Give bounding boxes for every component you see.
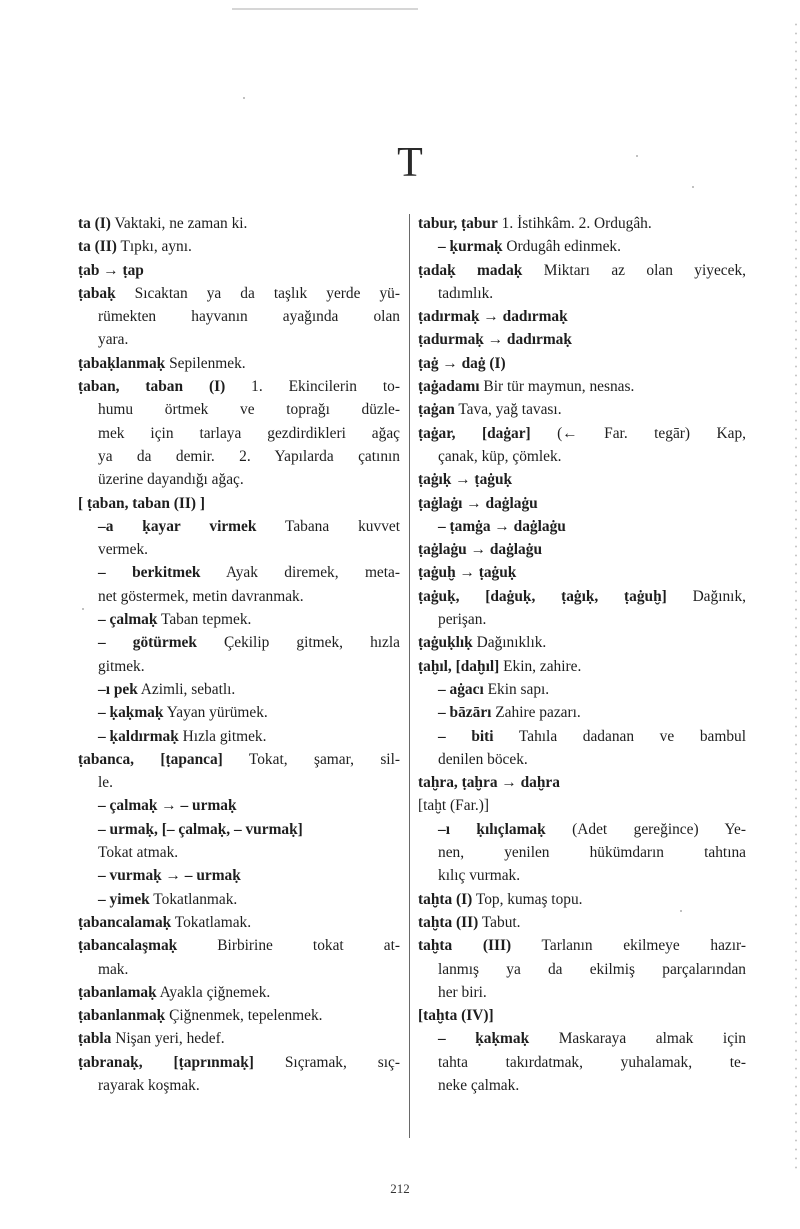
definition-text: le. bbox=[98, 774, 113, 792]
entry-line bbox=[78, 725, 400, 748]
entry-line bbox=[418, 422, 746, 445]
entry-line bbox=[418, 375, 746, 398]
headword: ṭaban, taban (I) bbox=[78, 378, 226, 396]
headword: – çalmaḳ → – urmaḳ bbox=[98, 797, 237, 815]
scan-speck bbox=[692, 186, 694, 188]
definition-text: her biri. bbox=[438, 983, 487, 1001]
definition-text: Sıcaktan ya da taşlık yerde yü- bbox=[115, 284, 400, 302]
headword: – aġacı bbox=[438, 680, 484, 698]
headword: – ḳaḳmaḳ bbox=[438, 1030, 530, 1048]
definition-text: neke çalmak. bbox=[438, 1076, 520, 1094]
definition-text: kılıç vurmak. bbox=[438, 867, 521, 885]
entry-line bbox=[78, 468, 400, 491]
entry-line bbox=[78, 398, 400, 421]
definition-text: gitmek. bbox=[98, 657, 145, 675]
headword: ṭaġlaġı → daġlaġu bbox=[418, 494, 538, 512]
entry-line bbox=[78, 794, 400, 817]
definition-text: Tokatlanmak. bbox=[149, 890, 238, 908]
scan-edge-dots bbox=[795, 20, 797, 1170]
entry-line bbox=[78, 235, 400, 258]
entry-line bbox=[78, 305, 400, 328]
definition-text: (Adet gereğince) Ye- bbox=[545, 820, 746, 838]
headword: taḫra, ṭaḫra → daḫra bbox=[418, 774, 560, 792]
entry-line bbox=[78, 282, 400, 305]
definition-text: denilen böcek. bbox=[438, 750, 528, 768]
definition-text: Dağınıklık. bbox=[472, 634, 547, 652]
definition-text: Tabut. bbox=[478, 913, 521, 931]
headword: ṭaġadamı bbox=[418, 378, 480, 396]
definition-text: vermek. bbox=[98, 541, 148, 559]
entry-line bbox=[418, 468, 746, 491]
definition-text: çanak, küp, çömlek. bbox=[438, 447, 562, 465]
headword: – götürmek bbox=[98, 634, 197, 652]
headword: ṭaġıḳ → ṭaġuḳ bbox=[418, 471, 513, 489]
headword: ṭaġan bbox=[418, 401, 455, 419]
definition-text: Azimli, sebatlı. bbox=[137, 680, 236, 698]
definition-text: Miktarı az olan yiyecek, bbox=[522, 261, 746, 279]
entry-line bbox=[418, 235, 746, 258]
definition-text: Ekin, zahire. bbox=[499, 657, 582, 675]
definition-text: Top, kumaş topu. bbox=[472, 890, 583, 908]
headword: [taḫta (IV)] bbox=[418, 1007, 494, 1025]
headword: taḫta (III) bbox=[418, 937, 512, 955]
entry-line bbox=[418, 725, 746, 748]
headword: – berkitmek bbox=[98, 564, 201, 582]
column-divider bbox=[409, 214, 410, 1138]
headword: ṭadırmaḳ → dadırmaḳ bbox=[418, 308, 568, 326]
headword: [ ṭaban, taban (II) ] bbox=[78, 494, 205, 512]
headword: ṭabaḳlanmaḳ bbox=[78, 354, 166, 372]
definition-text: Sıçramak, sıç- bbox=[253, 1053, 400, 1071]
headword: – ḳaḳmaḳ bbox=[98, 704, 164, 722]
definition-text: rümekten hayvanın ayağında olan bbox=[98, 308, 400, 326]
headword: ṭaġuḳ, [daġuḳ, ṭaġıḳ, ṭaġuḫ] bbox=[418, 587, 667, 605]
definition-text: Dağınık, bbox=[666, 587, 746, 605]
entry-line bbox=[418, 864, 746, 887]
entry-line bbox=[78, 981, 400, 1004]
headword: – ṭamġa → daġlaġu bbox=[438, 517, 566, 535]
headword: ṭadurmaḳ → dadırmaḳ bbox=[418, 331, 572, 349]
entry-line bbox=[78, 655, 400, 678]
headword: tabur, ṭabur bbox=[418, 215, 498, 232]
scan-speck bbox=[243, 97, 245, 99]
headword: taḫta (I) bbox=[418, 890, 473, 908]
definition-text: 1. Ekincilerin to- bbox=[225, 378, 400, 396]
definition-text: Ordugâh edinmek. bbox=[502, 238, 621, 256]
definition-text: (← Far. tegār) Kap, bbox=[530, 424, 746, 442]
headword: taḫta (II) bbox=[418, 913, 479, 931]
headword: – bāzārı bbox=[438, 704, 492, 722]
definition-text: üzerine dayandığı ağaç. bbox=[98, 471, 244, 489]
headword: – ḳaldırmaḳ bbox=[98, 727, 179, 745]
scan-artifact-line bbox=[232, 8, 418, 10]
headword: – çalmaḳ bbox=[98, 611, 158, 629]
headword: – biti bbox=[438, 727, 494, 745]
left-column bbox=[78, 212, 400, 1097]
headword: ta (II) bbox=[78, 238, 117, 256]
definition-text: yara. bbox=[98, 331, 129, 349]
entry-line bbox=[78, 841, 400, 864]
entry-line bbox=[78, 678, 400, 701]
entry-line bbox=[418, 515, 746, 538]
headword: ta (I) bbox=[78, 215, 111, 232]
definition-text: Maskaraya almak için bbox=[529, 1030, 746, 1048]
entry-line bbox=[418, 328, 746, 351]
definition-text: net göstermek, metin davranmak. bbox=[98, 587, 304, 605]
entry-line bbox=[418, 655, 746, 678]
definition-text: lanmış ya da ekilmiş parçalarından bbox=[438, 960, 746, 978]
entry-line bbox=[418, 818, 746, 841]
definition-text: Tokatlamak. bbox=[171, 913, 252, 931]
definition-text: Tahıla dadanan ve bambul bbox=[493, 727, 746, 745]
definition-text: Nişan yeri, hedef. bbox=[111, 1030, 225, 1048]
entry-line bbox=[418, 958, 746, 981]
entry-line bbox=[78, 422, 400, 445]
entry-line bbox=[78, 771, 400, 794]
entry-line bbox=[418, 1004, 746, 1027]
headword: ṭabranaḳ, [ṭaprınmaḳ] bbox=[78, 1053, 254, 1071]
definition-text: Tarlanın ekilmeye hazır- bbox=[511, 937, 746, 955]
definition-text: nen, yenilen hükümdarın tahtına bbox=[438, 844, 746, 862]
definition-text: Vaktaki, ne zaman ki. bbox=[110, 215, 248, 232]
headword: ṭaġuḳlıḳ bbox=[418, 634, 473, 652]
entry-line bbox=[78, 864, 400, 887]
page-number: 212 bbox=[390, 1181, 410, 1196]
headword: –a ḳayar virmek bbox=[98, 517, 257, 535]
headword: ṭabancalamaḳ bbox=[78, 913, 172, 931]
entry-line bbox=[78, 1027, 400, 1050]
entry-line bbox=[418, 678, 746, 701]
definition-text: Çiğnenmek, tepelenmek. bbox=[165, 1007, 323, 1025]
entry-line bbox=[418, 1074, 746, 1097]
right-column bbox=[418, 212, 746, 1097]
entry-line bbox=[78, 492, 400, 515]
entry-line bbox=[78, 328, 400, 351]
section-letter-heading: T bbox=[397, 140, 423, 186]
scan-speck bbox=[636, 155, 638, 157]
headword: ṭabanlamaḳ bbox=[78, 983, 157, 1001]
entry-line bbox=[78, 538, 400, 561]
definition-text: Taban tepmek. bbox=[157, 611, 252, 629]
entry-line bbox=[78, 585, 400, 608]
definition-text: Tıpkı, aynı. bbox=[116, 238, 192, 256]
headword: ṭaġ → daġ (I) bbox=[418, 354, 506, 372]
headword: ṭaġuḫ → ṭaġuḳ bbox=[418, 564, 517, 582]
entry-line bbox=[418, 282, 746, 305]
entry-line bbox=[418, 492, 746, 515]
headword: ṭaġar, [daġar] bbox=[418, 424, 531, 442]
entry-line bbox=[78, 1004, 400, 1027]
headword: –ı pek bbox=[98, 680, 138, 698]
entry-line bbox=[78, 911, 400, 934]
headword: ṭabanlanmaḳ bbox=[78, 1007, 166, 1025]
entry-line bbox=[78, 958, 400, 981]
entry-line bbox=[418, 771, 746, 794]
entry-line bbox=[418, 1027, 746, 1050]
entry-line bbox=[78, 352, 400, 375]
definition-text: Ayak diremek, meta- bbox=[200, 564, 400, 582]
entry-line bbox=[418, 259, 746, 282]
definition-text: Tava, yağ tavası. bbox=[454, 401, 562, 419]
entry-line bbox=[418, 888, 746, 911]
definition-text: Birbirine tokat at- bbox=[177, 937, 400, 955]
entry-line bbox=[78, 818, 400, 841]
entry-line bbox=[78, 1051, 400, 1074]
entry-line bbox=[418, 1051, 746, 1074]
entry-line bbox=[78, 888, 400, 911]
headword: ṭaġlaġu → daġlaġu bbox=[418, 541, 543, 559]
definition-text: 1. İstihkâm. 2. Ordugâh. bbox=[497, 215, 652, 232]
headword: ṭabancalaşmaḳ bbox=[78, 937, 178, 955]
entry-line bbox=[78, 445, 400, 468]
definition-text: tahta takırdatmak, yuhalamak, te- bbox=[438, 1053, 746, 1071]
headword: –ı ḳılıçlamaḳ bbox=[438, 820, 546, 838]
entry-line bbox=[78, 212, 400, 235]
entry-line bbox=[78, 561, 400, 584]
entry-line bbox=[78, 1074, 400, 1097]
definition-text: ya da demir. 2. Yapılarda çatının bbox=[98, 447, 400, 465]
entry-line bbox=[418, 794, 746, 817]
entry-line bbox=[418, 561, 746, 584]
definition-text: humu örtmek ve toprağı düzle- bbox=[98, 401, 400, 419]
entry-line bbox=[78, 701, 400, 724]
definition-text: Yayan yürümek. bbox=[163, 704, 268, 722]
headword: ṭabla bbox=[78, 1030, 112, 1048]
entry-line bbox=[78, 375, 400, 398]
definition-text: Tokat, şamar, sil- bbox=[222, 750, 400, 768]
entry-line bbox=[418, 212, 746, 235]
headword: – urmaḳ, [– çalmaḳ, – vurmaḳ] bbox=[98, 820, 303, 838]
definition-text: Ayakla çiğnemek. bbox=[156, 983, 271, 1001]
definition-text: Tabana kuvvet bbox=[256, 517, 400, 535]
entry-line bbox=[78, 748, 400, 771]
headword: ṭabanca, [ṭapanca] bbox=[78, 750, 223, 768]
entry-line bbox=[418, 934, 746, 957]
entry-line bbox=[418, 841, 746, 864]
definition-text: rayarak koşmak. bbox=[98, 1076, 200, 1094]
headword: ṭaḫıl, [daḫıl] bbox=[418, 657, 500, 675]
definition-text: Sepilenmek. bbox=[165, 354, 246, 372]
entry-line bbox=[418, 352, 746, 375]
entry-line bbox=[418, 981, 746, 1004]
definition-text: mek için tarlaya gezdirdikleri ağaç bbox=[98, 424, 400, 442]
definition-text: Çekilip gitmek, hızla bbox=[196, 634, 400, 652]
headword: – yimek bbox=[98, 890, 150, 908]
definition-text: perişan. bbox=[438, 611, 487, 629]
entry-line bbox=[78, 259, 400, 282]
definition-text: Hızla gitmek. bbox=[178, 727, 267, 745]
definition-text: [taḫt (Far.)] bbox=[418, 797, 489, 815]
entry-line bbox=[418, 398, 746, 421]
entry-line bbox=[418, 608, 746, 631]
entry-line bbox=[78, 631, 400, 654]
entry-line bbox=[78, 934, 400, 957]
definition-text: Bir tür maymun, nesnas. bbox=[479, 378, 635, 396]
entry-line bbox=[418, 631, 746, 654]
entry-line bbox=[78, 608, 400, 631]
entry-line bbox=[418, 911, 746, 934]
entry-line bbox=[78, 515, 400, 538]
headword: ṭab → ṭap bbox=[78, 261, 144, 279]
definition-text: Tokat atmak. bbox=[98, 844, 179, 862]
definition-text: Ekin sapı. bbox=[483, 680, 550, 698]
entry-line bbox=[418, 701, 746, 724]
headword: ṭadaḳ madaḳ bbox=[418, 261, 523, 279]
entry-line bbox=[418, 585, 746, 608]
entry-line bbox=[418, 538, 746, 561]
entry-line bbox=[418, 445, 746, 468]
definition-text: Zahire pazarı. bbox=[491, 704, 581, 722]
headword: – vurmaḳ → – urmaḳ bbox=[98, 867, 241, 885]
definition-text: tadımlık. bbox=[438, 284, 494, 302]
entry-line bbox=[418, 748, 746, 771]
headword: ṭabaḳ bbox=[78, 284, 116, 302]
entry-line bbox=[418, 305, 746, 328]
headword: – ḳurmaḳ bbox=[438, 238, 503, 256]
definition-text: mak. bbox=[98, 960, 129, 978]
